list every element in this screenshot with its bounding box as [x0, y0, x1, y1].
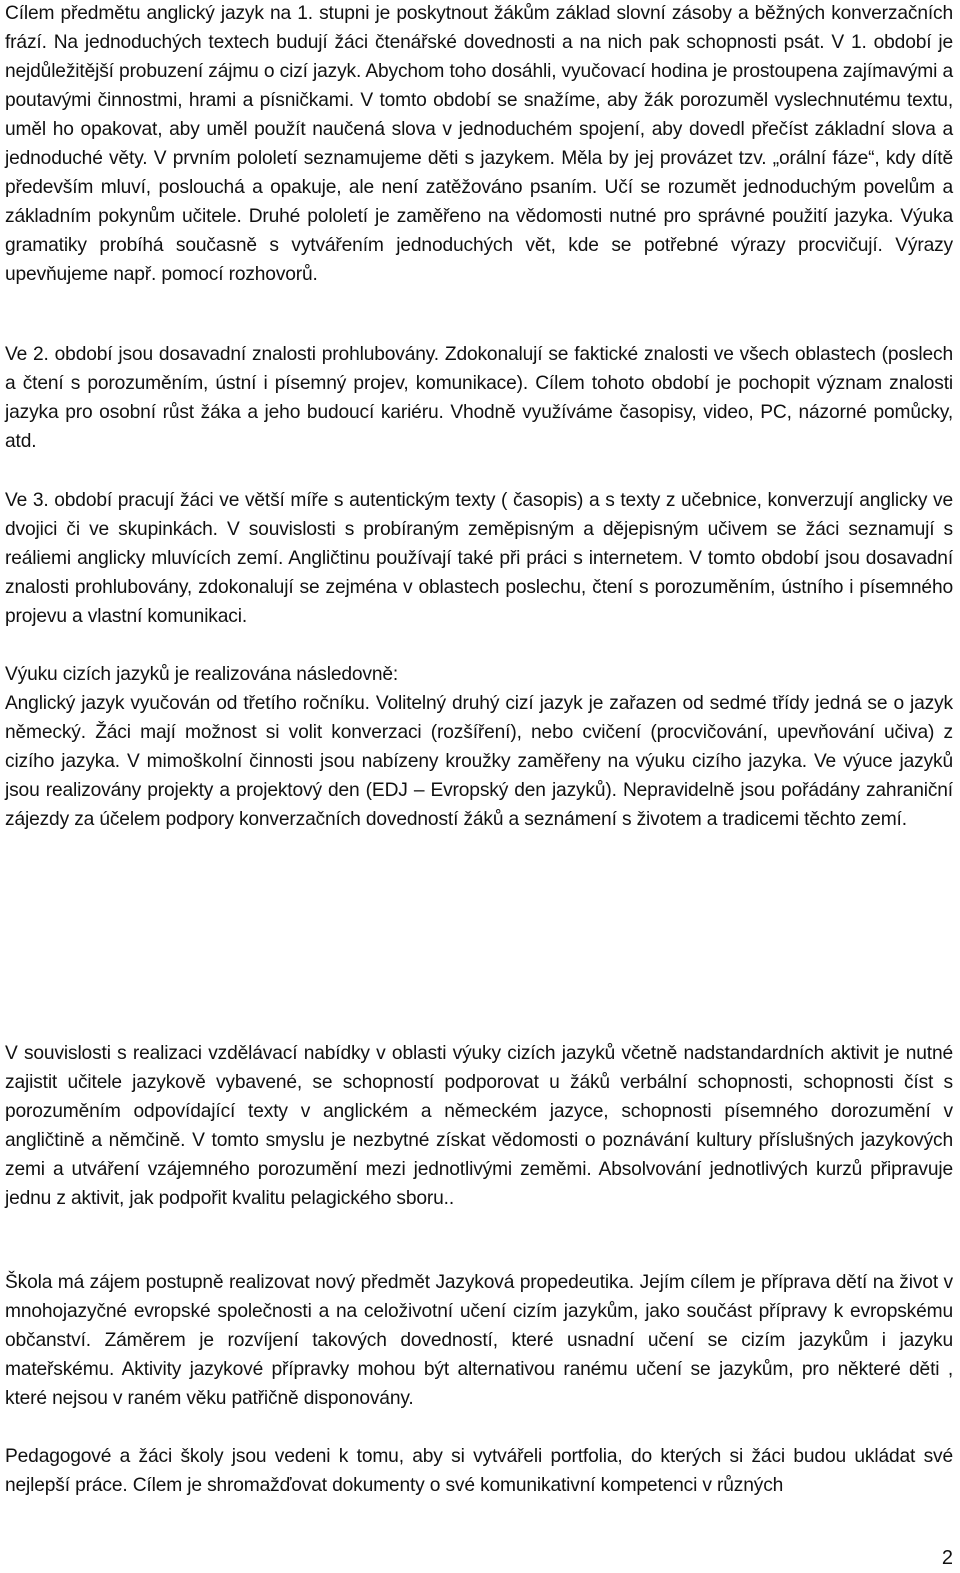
paragraph-teacher-qualification: V souvislosti s realizaci vzdělávací nabídky v oblasti výuky cizích jazyků včetně nadstandardních aktivit je nutné zajistit učitele jazykově vybavené, se schopností podporovat u žáků verbální schopnosti, schopnosti číst s porozuměním odpovídající texty v anglickém a německém jazyce, schopnosti písemného dorozumění v angličtině a němčině. V tomto smyslu je nezbytné získat vědomosti o poznávání kultury příslušných jazykových zemi a utváření vzájemného porozumění mezi jednotlivými zeměmi. Absolvování jednotlivých kurzů připravuje jednu z aktivit, jak podpořit kvalitu pelagického sboru..	[5, 1043, 953, 1209]
paragraph-english-first-stage: Cílem předmětu anglický jazyk na 1. stupni je poskytnout žákům základ slovní zásoby a běžných konverzačních frází. Na jednoduchých textech budují žáci čtenářské dovednosti a na nich pak schopnosti psát. V 1. období je nejdůležitější probuzení zájmu o cizí jazyk. Abychom toho dosáhli, vyučovací hodina je prostoupena zajímavými a poutavými činnostmi, hrami a písničkami. V tomto období se snažíme, aby žák porozuměl vyslechnutému textu, uměl ho opakovat, aby uměl použít naučená slova v jednoduchém spojení, aby dovedl přečíst základní slova a jednoduché věty. V prvním pololetí seznamujeme děti s jazykem. Měla by jej provázet tzv. „orální fáze“, kdy dítě především mluví, poslouchá a opakuje, ale není zatěžováno psaním. Učí se rozumět jednoduchým povelům a základním pokynům učitele. Druhé pololetí je zaměřeno na vědomosti nutné pro správné použití jazyka. Výuka gramatiky probíhá současně s vytvářením jednoduchých vět, kde se potřebné výrazy procvičují. Výrazy upevňujeme např. pomocí rozhovorů.	[5, 3, 953, 285]
paragraph-third-period: Ve 3. období pracují žáci ve větší míře s autentickým texty ( časopis) a s texty z učebnice, konverzují anglicky ve dvojici či ve skupinkách. V souvislosti s probíraným zeměpisným a dějepisným učivem se žáci seznamují s reáliemi anglicky mluvících zemí. Angličtinu používají také při práci s internetem. V tomto období jsou dosavadní znalosti prohlubovány, zdokonalují se zejména v oblastech poslechu, čtení s porozuměním, ústního i písemného projevu a vlastní komunikaci.	[5, 490, 953, 627]
paragraph-second-period: Ve 2. období jsou dosavadní znalosti prohlubovány. Zdokonalují se faktické znalosti ve všech oblastech (poslech a čtení s porozuměním, ústní i písemný projev, komunikace). Cílem tohoto období je pochopit význam znalosti jazyka pro osobní růst žáka a jeho budoucí kariéru. Vhodně využíváme časopisy, video, PC, názorné pomůcky, atd.	[5, 344, 953, 452]
paragraph-language-propaedeutics: Škola má zájem postupně realizovat nový předmět Jazyková propedeutika. Jejím cílem je příprava dětí na život v mnohojazyčné evropské společnosti a na celoživotní učení cizím jazykům, jako součást přípravy k evropskému občanství. Záměrem je rozvíjení takových dovedností, které usnadní učení se cizím jazykům i jazyku mateřskému. Aktivity jazykové přípravky mohou být alternativou ranému učení se jazykům, pro některé děti , které nejsou v raném věku patřičně disponovány.	[5, 1272, 953, 1409]
page-number: 2	[941, 1547, 953, 1569]
paragraph-language-teaching-organization: Výuku cizích jazyků je realizována následovně: Anglický jazyk vyučován od třetího ročníku. Volitelný druhý cizí jazyk je zařazen od sedmé třídy jedná se o jazyk německý. Žáci mají možnost si volit konverzaci (rozšíření), nebo cvičení (procvičování, upevňování učiva) z cizího jazyka. V mimoškolní činnosti jsou nabízeny kroužky zaměřeny na výuku cizího jazyka. Ve výuce jazyků jsou realizovány projekty a projektový den (EDJ – Evropský den jazyků). Nepravidelně jsou pořádány zahraniční zájezdy za účelem podpory konverzačních dovedností žáků a seznámení s životem a tradicemi těchto zemí.	[5, 664, 953, 830]
paragraph-portfolio: Pedagogové a žáci školy jsou vedeni k tomu, aby si vytvářeli portfolia, do kterých si žáci budou ukládat své nejlepší práce. Cílem je shromažďovat dokumenty o své komunikativní kompetenci v různých	[5, 1446, 953, 1496]
